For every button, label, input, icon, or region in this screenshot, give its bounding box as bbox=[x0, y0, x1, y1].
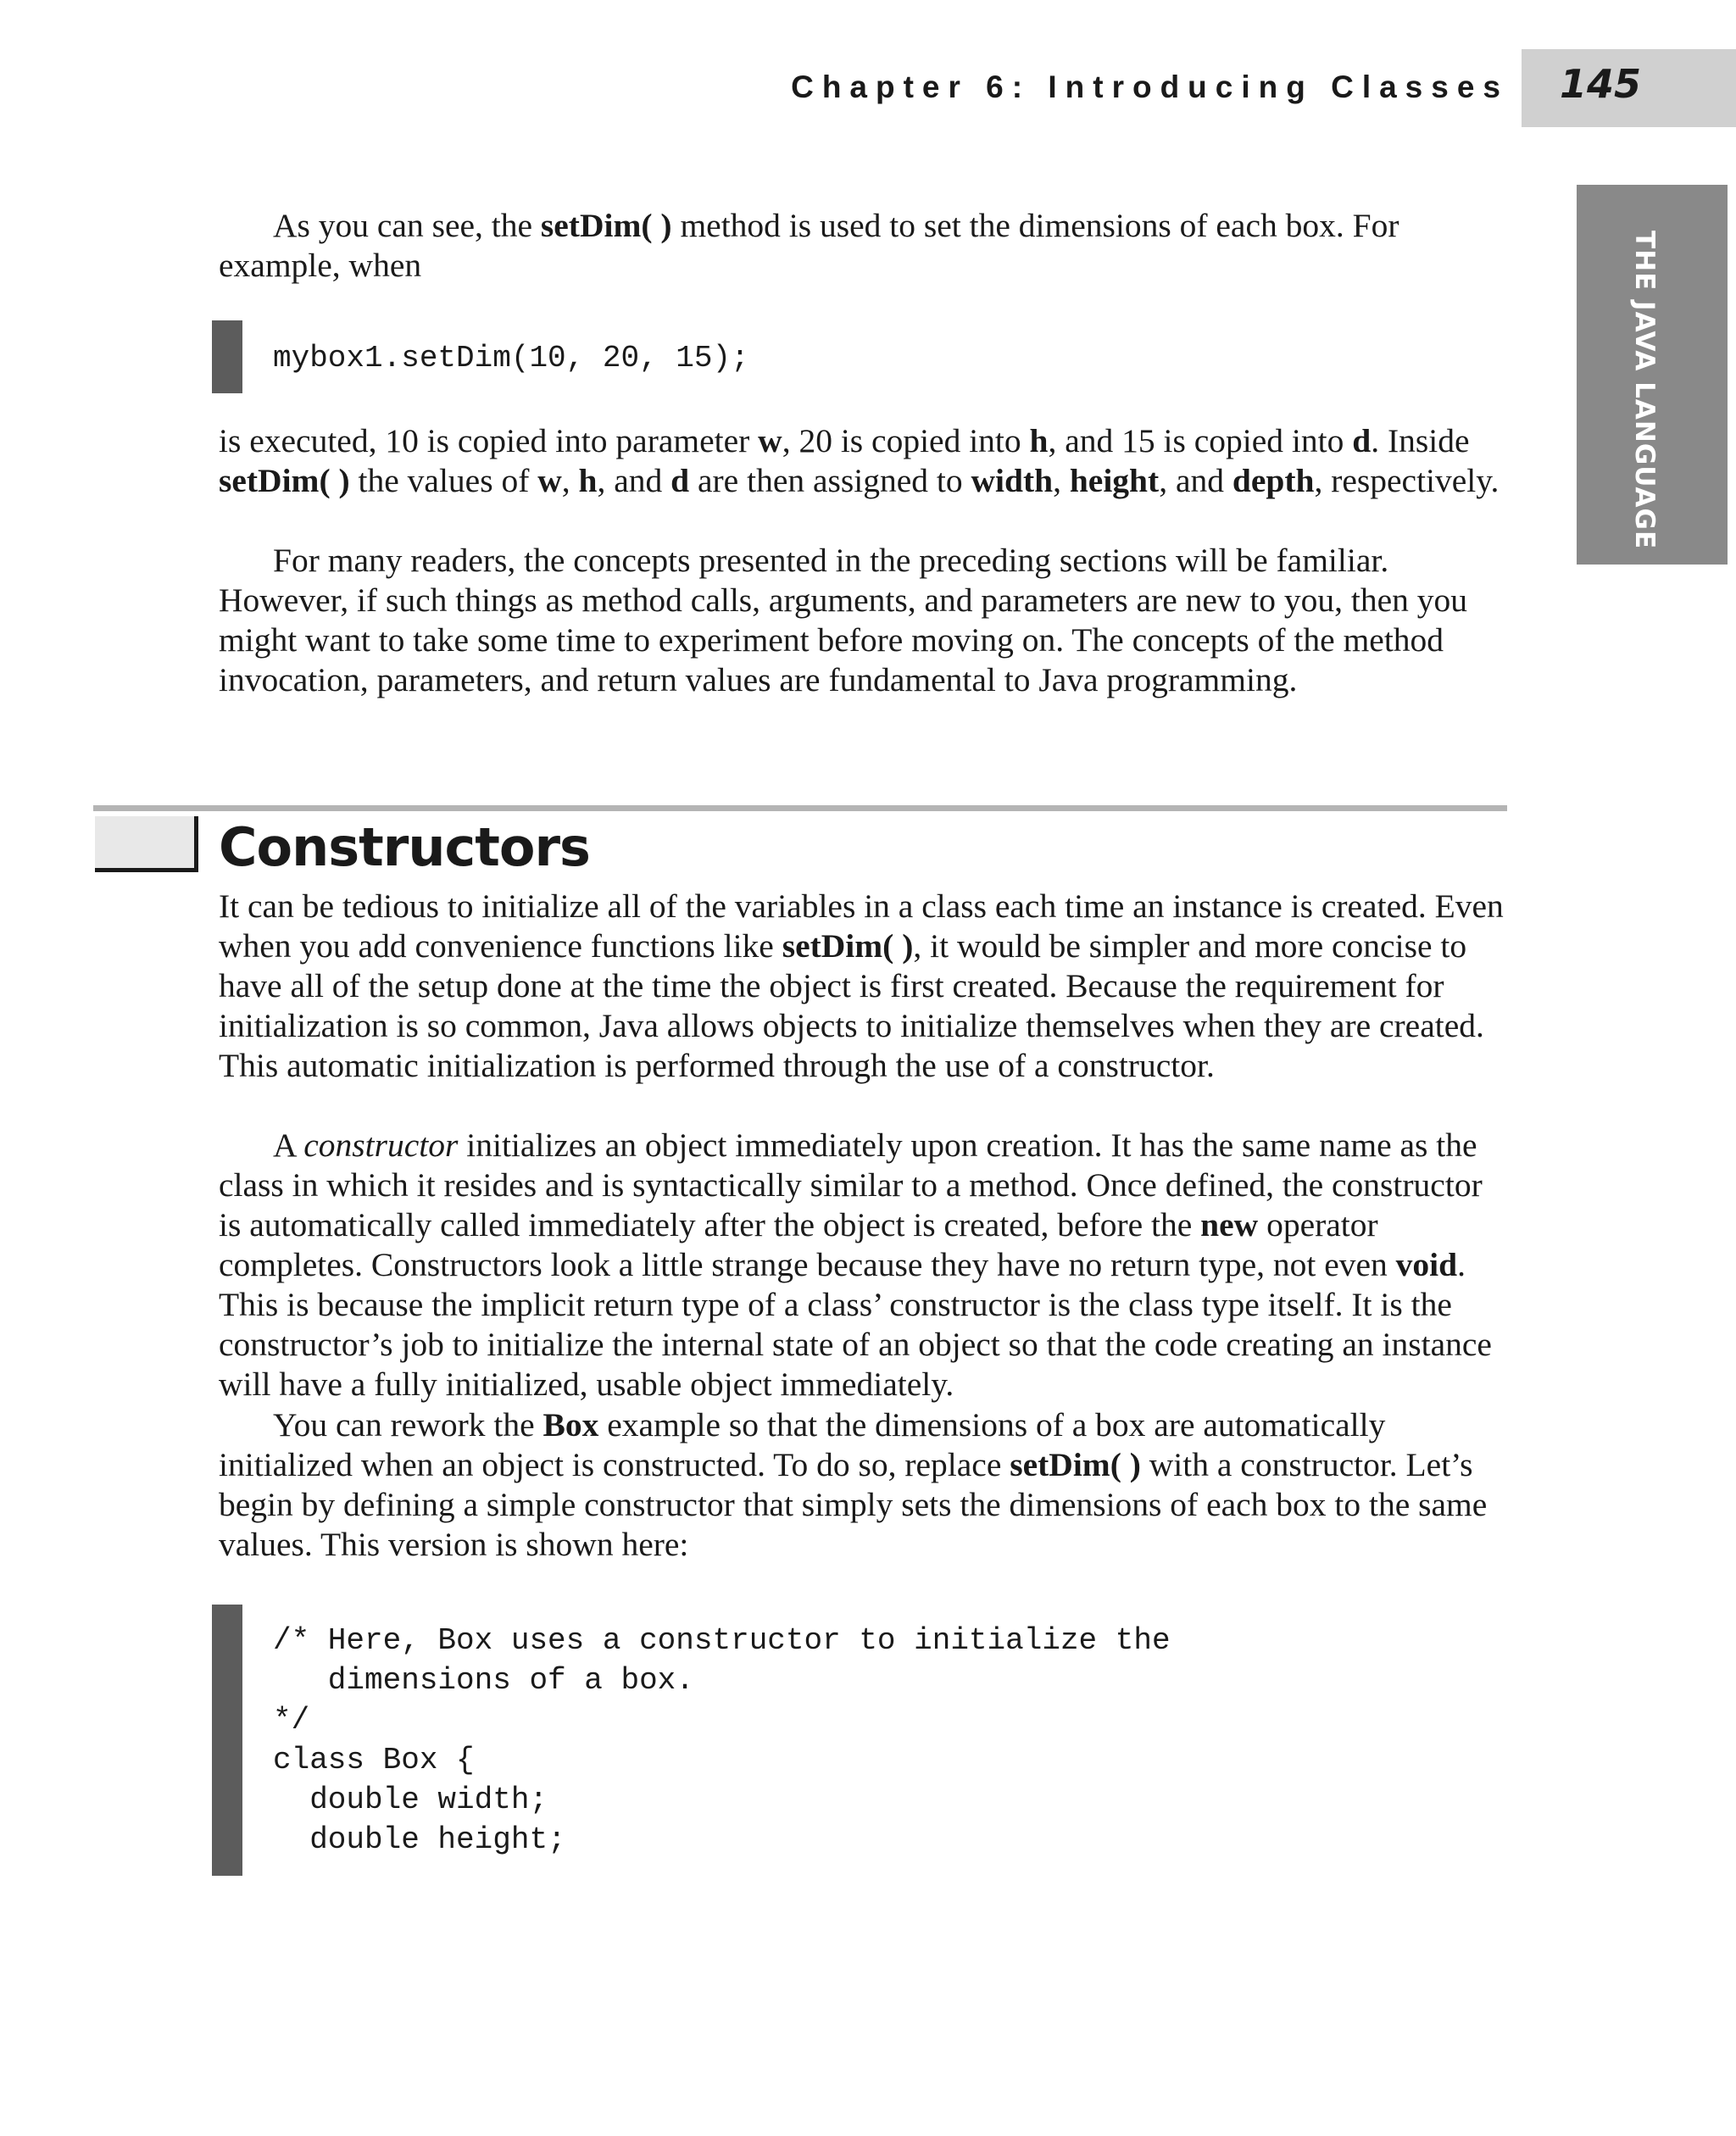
side-tab-label: THE JAVA LANGUAGE bbox=[1629, 231, 1660, 550]
page-number: 145 bbox=[1560, 61, 1642, 107]
heading-marker-box bbox=[95, 816, 198, 872]
section-heading: Constructors bbox=[219, 816, 590, 878]
code-block-box-constructor bbox=[212, 1605, 1509, 1876]
paragraph-executed: is executed, 10 is copied into parameter w, 20 is copied into h, and 15 is copied into d. Inside setDim( ) the values of w, h, and d are then assigned to width, height, and depth, respectively. bbox=[219, 422, 1500, 499]
code-line: double height; bbox=[273, 1822, 566, 1857]
code-line: dimensions of a box. bbox=[273, 1663, 694, 1698]
code-block-setdim-call bbox=[212, 320, 1509, 393]
paragraph-rework-box: You can rework the Box example so that the dimensions of a box are automatically initialized when an object is constructed. To do so, replace setDim( ) with a constructor. Let’s begin by defining a simple constructor that simply sets the dimensions of each box to the same values. This version is shown here: bbox=[219, 1406, 1488, 1563]
code-line: mybox1.setDim(10, 20, 15); bbox=[273, 341, 749, 375]
code-line: /* Here, Box uses a constructor to initialize the bbox=[273, 1623, 1171, 1658]
code-line: class Box { bbox=[273, 1743, 475, 1777]
code-bar bbox=[212, 320, 242, 393]
section-rule bbox=[93, 805, 1507, 811]
code-line: double width; bbox=[273, 1783, 548, 1817]
code-bar bbox=[212, 1605, 242, 1876]
paragraph-constructor-definition: A constructor initializes an object immediately upon creation. It has the same name as the class in which it resides and is syntactically similar to a method. Once defined, the constructor is automatically called immediately after the object is created, before the new operator completes. Constructors look a little strange because they have no return type, not even void. This is because the implicit return type of a class’ constructor is the class type itself. It is the constructor’s job to initialize the internal state of an object so that the code creating an instance will have a fully initialized, usable object immediately. bbox=[219, 1126, 1492, 1403]
running-head: Chapter 6: Introducing Classes bbox=[791, 70, 1509, 104]
code-line: */ bbox=[273, 1703, 310, 1738]
paragraph-intro: As you can see, the setDim( ) method is used to set the dimensions of each box. For example, when bbox=[219, 207, 1399, 284]
paragraph-readers: For many readers, the concepts presented in the preceding sections will be familiar. However, if such things as method calls, arguments, and parameters are new to you, then you might want to take some time to experiment before moving on. The concepts of the method invocation, parameters, and return values are fundamental to Java programming. bbox=[219, 542, 1468, 698]
paragraph-tedious: It can be tedious to initialize all of the variables in a class each time an instance is created. Even when you add convenience functions like setDim( ), it would be simpler and more concise to have all of the setup done at the time the object is first created. Because the requirement for initialization is so common, Java allows objects to initialize themselves when they are created. This automatic initialization is performed through the use of a constructor. bbox=[219, 887, 1504, 1084]
